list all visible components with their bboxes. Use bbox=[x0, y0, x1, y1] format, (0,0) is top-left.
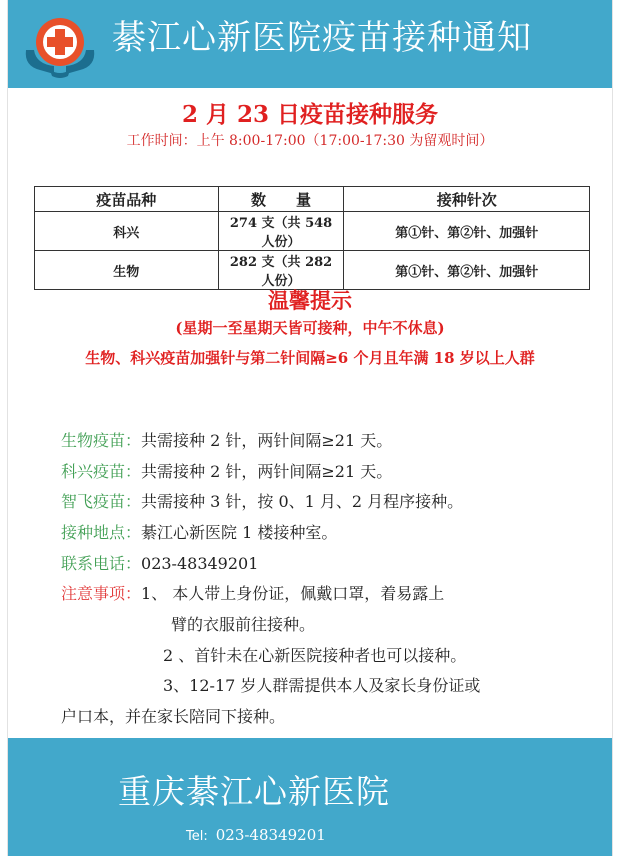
tips-title: 温馨提示 bbox=[268, 288, 352, 313]
info-phone bbox=[61, 551, 258, 574]
note-1-line-2: 臂的衣服前往接种。 bbox=[171, 615, 316, 634]
footer-tel-number: 023-48349201 bbox=[215, 826, 326, 844]
info-label: 接种地点： bbox=[61, 523, 142, 542]
table-cell: 第①针、第②针、加强针 bbox=[344, 251, 590, 290]
table-cell: 生物 bbox=[35, 251, 219, 290]
vaccine-table bbox=[34, 186, 590, 290]
table-header-row bbox=[35, 187, 590, 212]
footer-tel-label: Tel: bbox=[186, 829, 208, 844]
footer-phone bbox=[186, 826, 326, 844]
info-text: 共需接种 2 针，两针间隔≥21 天。 bbox=[141, 462, 393, 481]
info-text: 綦江心新医院 1 楼接种室。 bbox=[141, 523, 338, 542]
table-row bbox=[35, 212, 590, 251]
table-cell: 282 支（共 282 人份） bbox=[218, 251, 344, 290]
note-1-line-1: 1、 本人带上身份证，佩戴口罩，着易露上 bbox=[141, 584, 445, 603]
column-header: 数 量 bbox=[218, 187, 344, 212]
info-notes bbox=[61, 581, 444, 604]
info-biological bbox=[61, 428, 392, 451]
table-cell: 274 支（共 548 人份） bbox=[218, 212, 344, 251]
info-text: 共需接种 2 针，两针间隔≥21 天。 bbox=[141, 431, 393, 450]
service-date-title: 2 月 23 日疫苗接种服务 bbox=[181, 101, 439, 128]
info-location bbox=[61, 520, 337, 543]
table-row bbox=[35, 251, 590, 290]
info-zhifei bbox=[61, 489, 463, 512]
table-cell: 第①针、第②针、加强针 bbox=[344, 212, 590, 251]
table-cell: 科兴 bbox=[35, 212, 219, 251]
tips-line-1: (星期一至星期天皆可接种，中午不休息) bbox=[175, 319, 445, 337]
info-text: 023-48349201 bbox=[141, 554, 259, 573]
column-header: 疫苗品种 bbox=[35, 187, 219, 212]
info-label: 智飞疫苗： bbox=[61, 492, 142, 511]
work-hours: 工作时间：上午 8:00-17:00（17:00-17:30 为留观时间） bbox=[126, 133, 494, 149]
header-title: 綦江心新医院疫苗接种通知 bbox=[112, 18, 532, 58]
column-header: 接种针次 bbox=[344, 187, 590, 212]
notice-page bbox=[8, 0, 612, 856]
note-3-line-2: 户口本，并在家长陪同下接种。 bbox=[61, 707, 286, 726]
note-3-line-1: 3、12-17 岁人群需提供本人及家长身份证或 bbox=[163, 676, 481, 695]
hospital-logo-icon bbox=[20, 10, 100, 78]
info-kexing bbox=[61, 459, 392, 482]
info-label: 联系电话： bbox=[61, 554, 142, 573]
tips-line-2: 生物、科兴疫苗加强针与第二针间隔≥6 个月且年满 18 岁以上人群 bbox=[85, 349, 535, 367]
info-label: 生物疫苗： bbox=[61, 431, 142, 450]
info-label: 科兴疫苗： bbox=[61, 462, 142, 481]
info-label: 注意事项： bbox=[61, 584, 142, 603]
header-banner bbox=[8, 0, 612, 88]
info-text: 共需接种 3 针，按 0、1 月、2 月程序接种。 bbox=[141, 492, 464, 511]
footer-hospital-name: 重庆綦江心新医院 bbox=[118, 772, 390, 811]
footer-banner bbox=[8, 738, 612, 856]
note-2: 2 、首针未在心新医院接种者也可以接种。 bbox=[163, 646, 467, 665]
